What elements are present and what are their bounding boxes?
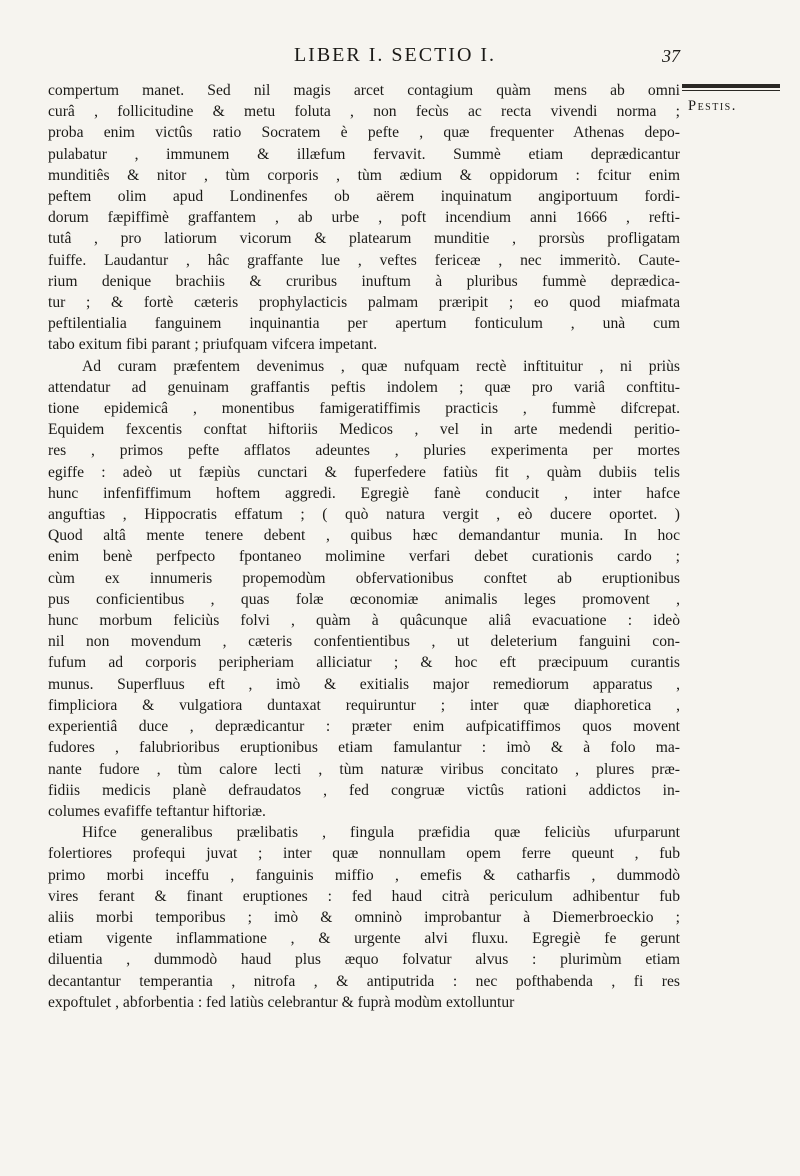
text-line: res , primos pefte afflatos adeuntes , pluries experimenta per mortes	[48, 442, 680, 460]
text-line: fidiis medicis planè defraudatos , fed congruæ victûs rationi addictos in-	[48, 781, 680, 799]
text-line: cùm ex innumeris propemodùm obfervationibus conftet ab eruptionibus	[48, 569, 680, 587]
text-line: compertum manet. Sed nil magis arcet contagium quàm mens ab omni	[48, 82, 680, 99]
text-line: curâ , follicitudine & metu foluta , non fecùs ac recta vivendi norma ;	[48, 103, 680, 121]
text-line: columes evafiffe teftantur hiftoriæ.	[48, 802, 266, 820]
body-text	[48, 80, 680, 1013]
text-line: munus. Superfluus eft , imò & exitialis major remediorum apparatus ,	[48, 675, 680, 693]
text-line: hunc morbum feliciùs folvi , quàm à quâcunque aliâ evacuatione : ideò	[48, 612, 680, 630]
text-line: rium denique brachiis & cruribus inuftum à pluribus fummè deprædica-	[48, 272, 680, 290]
text-line: Hifce generalibus prælibatis , fingula præfidia quæ feliciùs ufurparunt	[82, 824, 680, 842]
text-line: munditiês & nitor , tùm corporis , tùm ædium & oppidorum : fcitur enim	[48, 166, 680, 184]
running-head: LIBER I. SECTIO I.	[293, 44, 497, 66]
text-line: hunc infenfiffimum hoftem aggredi. Egregiè fanè conducit , inter hafce	[48, 484, 680, 502]
paragraph	[48, 356, 680, 822]
text-line: pulabatur , immunem & illæfum fervavit. Summè etiam deprædicantur	[48, 145, 680, 163]
text-line: dorum fæpiffimè graffantem , ab urbe , poft incendium anni 1666 , refti-	[48, 209, 680, 227]
marginal-rule-thin	[682, 90, 780, 91]
text-line: egiffe : adeò ut fæpiùs cunctari & fuperfedere fatiùs fit , quàm dubiis telis	[48, 463, 680, 481]
text-line: enim benè perfpecto fpontaneo molimine verfari debet curationis cardo ;	[48, 548, 680, 566]
text-line: attendatur ad genuinam graffantis peftis indolem ; quæ pro variâ conftitu-	[48, 378, 680, 396]
text-line: tabo exitum fibi parant ; priufquam vifcera impetant.	[48, 336, 378, 354]
text-line: etiam vigente inflammatione , & urgente alvi fluxu. Egregiè fe gerunt	[48, 930, 680, 948]
text-line: pus conficientibus , quas folæ œconomiæ animalis leges promovent ,	[48, 590, 680, 608]
marginal-rule	[682, 84, 780, 88]
text-line: peftem olim apud Londinenfes ob aërem inquinatum angiportuum fordi-	[48, 188, 680, 206]
text-line: experientiâ duce , deprædicantur : præter enim aufpicatiffimos quos movent	[48, 718, 680, 736]
text-line: fufum ad corporis peripheriam alliciatur ; & hoc eft præcipuum curantis	[48, 654, 680, 672]
text-line: nil non movendum , cæteris confentientibus , ut deleterium fanguini con-	[48, 633, 680, 651]
page-number: 37	[662, 46, 680, 66]
text-line: proba enim victûs ratio Socratem è pefte , quæ frequenter Athenas depo-	[48, 124, 680, 142]
text-line: fimpliciora & vulgatiora duntaxat requiruntur ; inter quæ diaphoretica ,	[48, 696, 680, 714]
text-line: peftilentialia fanguinem inquinantia per apertum fonticulum , unà cum	[48, 315, 680, 333]
paragraph	[48, 80, 680, 356]
text-line: tione epidemicâ , monentibus famigeratiffimis practicis , fummè difcrepat.	[48, 400, 680, 418]
text-line: folertiores profequi juvat ; inter quæ nonnullam opem ferre queunt , fub	[48, 845, 680, 863]
text-line: aliis morbi temporibus ; imò & omninò improbantur à Diemerbroeckio ;	[48, 908, 680, 926]
text-line: nante fudore , tùm calore lecti , tùm naturæ viribus concitato , plures præ-	[48, 760, 680, 778]
marginal-note: Pestis.	[688, 98, 737, 114]
text-line: tur ; & fortè cæteris prophylacticis palmam præripit ; eo quod miafmata	[48, 294, 680, 312]
text-line: decantantur temperantia , nitrofa , & antiputrida : nec pofthabenda , fi res	[48, 972, 680, 990]
text-line: fuiffe. Laudantur , hâc graffante lue , veftes fericeæ , nec immeritò. Caute-	[48, 251, 680, 269]
text-line: vires ferant & finant eruptiones : fed haud citrà periculum adhibentur fub	[48, 887, 680, 905]
page-header	[0, 44, 800, 80]
text-line: expoftulet , abforbentia : fed latiùs celebrantur & fuprà modùm extolluntur	[48, 993, 515, 1011]
text-line: Ad curam præfentem devenimus , quæ nufquam rectè inftituitur , ni priùs	[82, 357, 680, 375]
paragraph	[48, 822, 680, 1013]
text-line: Quod altâ mente tenere debent , quibus hæc demandantur munia. In hoc	[48, 527, 680, 545]
text-line: primo morbi inceffu , fanguinis miffio , emefis & catharfis , dummodò	[48, 866, 680, 884]
text-line: tutâ , pro latiorum vicorum & platearum munditie , prorsùs profligatam	[48, 230, 680, 248]
text-line: diluentia , dummodò haud plus æquo folvatur alvus : plurimùm etiam	[48, 951, 680, 969]
text-line: fudores , falubrioribus eruptionibus etiam famulantur : imò & à folo ma-	[48, 739, 680, 757]
text-line: Equidem fexcentis conftat hiftoriis Medicos , vel in arte medendi peritio-	[48, 421, 680, 439]
text-line: anguftias , Hippocratis effatum ; ( quò natura vergit , eò ducere oportet. )	[48, 506, 680, 524]
